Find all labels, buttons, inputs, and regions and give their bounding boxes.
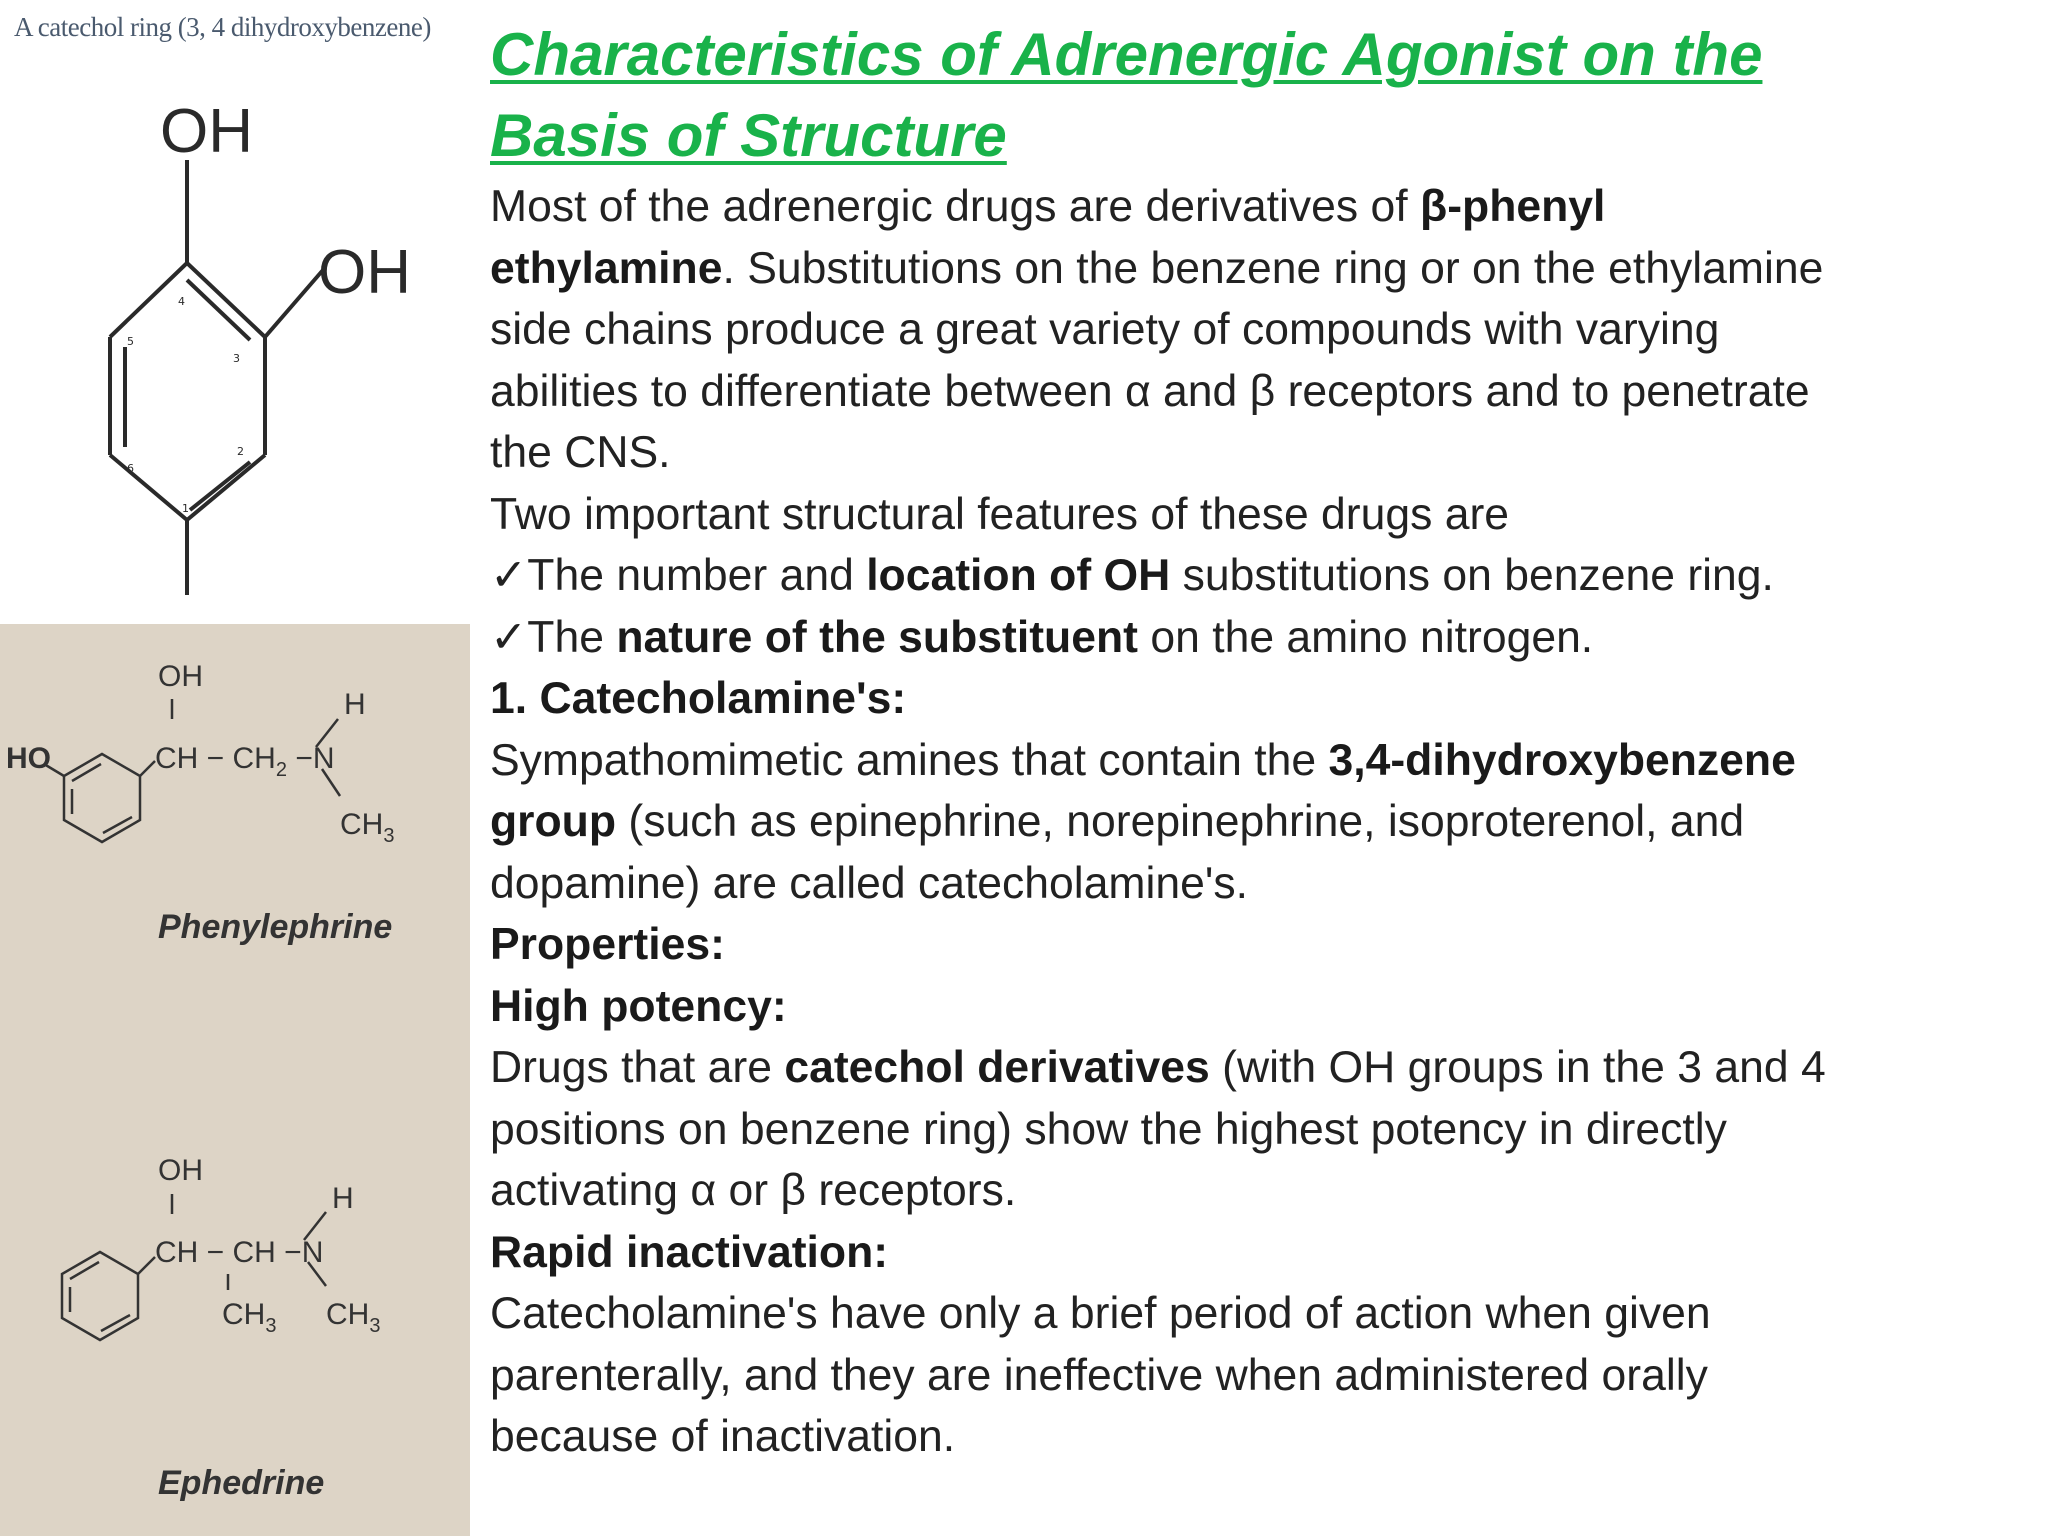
inactivation-line-3: because of inactivation. bbox=[490, 1412, 956, 1461]
ephedrine-oh: OH bbox=[158, 1154, 203, 1187]
phenylephrine-ch3: $CH_3$ bbox=[340, 808, 395, 847]
phenylephrine-name: Phenylephrine bbox=[158, 908, 393, 946]
slide-content bbox=[490, 14, 2035, 1468]
high-potency-heading: High potency: bbox=[490, 981, 787, 1031]
ephedrine-name: Ephedrine bbox=[158, 1464, 325, 1502]
oh-top-label: OH bbox=[160, 97, 253, 166]
feature-bullet-2: ✓The nature of the substituent on the amino nitrogen. bbox=[490, 612, 1594, 662]
ephedrine-structure bbox=[0, 1124, 470, 1524]
phenylephrine-structure bbox=[0, 624, 470, 984]
catechol-caption: A catechol ring (3, 4 dihydroxybenzene) bbox=[14, 12, 431, 42]
position-3: 3 bbox=[233, 352, 240, 365]
rapid-inactivation-heading: Rapid inactivation: bbox=[490, 1227, 889, 1277]
intro-line-1: Most of the adrenergic drugs are derivatives of β-phenyl bbox=[490, 182, 1606, 231]
position-6: 6 bbox=[127, 462, 134, 475]
title-line-1: Characteristics of Adrenergic Agonist on the bbox=[490, 21, 1763, 88]
position-4: 4 bbox=[178, 295, 185, 308]
catecholamines-line-1: Sympathomimetic amines that contain the 3,4-dihydroxybenzene bbox=[490, 735, 1796, 785]
position-1: 1 bbox=[182, 502, 189, 515]
oh-right-label: OH bbox=[318, 238, 411, 307]
inactivation-line-1: Catecholamine's have only a brief period of action when given bbox=[490, 1289, 1711, 1338]
phenylephrine-h: H bbox=[344, 688, 366, 721]
ephedrine-h: H bbox=[332, 1182, 354, 1215]
potency-line-3: activating α or β receptors. bbox=[490, 1166, 1017, 1215]
ephedrine-ch3-left: $CH_3$ bbox=[222, 1298, 277, 1337]
potency-line-1: Drugs that are catechol derivatives (with OH groups in the 3 and 4 bbox=[490, 1043, 1826, 1092]
position-2: 2 bbox=[237, 445, 244, 458]
phenylephrine-ho: HO bbox=[6, 742, 51, 775]
catecholamines-line-3: dopamine) are called catecholamine's. bbox=[490, 858, 1248, 908]
potency-line-2: positions on benzene ring) show the highest potency in directly bbox=[490, 1104, 1727, 1154]
catecholamines-heading: 1. Catecholamine's: bbox=[490, 674, 907, 723]
position-5: 5 bbox=[127, 335, 134, 348]
ephedrine-chain: CH − CH −N bbox=[155, 1236, 324, 1269]
phenylephrine-chain: CH − $CH_2 -N$ bbox=[155, 742, 335, 781]
intro-line-5: the CNS. bbox=[490, 428, 671, 477]
structures-panel bbox=[0, 624, 470, 1536]
intro-line-3: side chains produce a great variety of compounds with varying bbox=[490, 305, 1720, 354]
slide-title bbox=[490, 14, 2035, 176]
intro-line-4: abilities to differentiate between α and β receptors and to penetrate bbox=[490, 366, 1810, 416]
properties-heading: Properties: bbox=[490, 920, 725, 969]
catechol-figure-panel bbox=[0, 0, 470, 624]
phenylephrine-oh: OH bbox=[158, 660, 203, 693]
ephedrine-ch3-right: $CH_3$ bbox=[326, 1298, 381, 1337]
features-intro: Two important structural features of these drugs are bbox=[490, 489, 1510, 539]
intro-line-2: ethylamine. Substitutions on the benzene ring or on the ethylamine bbox=[490, 243, 1824, 293]
catechol-ring-structure bbox=[0, 0, 470, 624]
catecholamines-line-2: group (such as epinephrine, norepinephrine, isoproterenol, and bbox=[490, 797, 1745, 846]
inactivation-line-2: parenterally, and they are ineffective when administered orally bbox=[490, 1350, 1708, 1400]
slide-body bbox=[490, 176, 2035, 1468]
title-line-2: Basis of Structure bbox=[490, 102, 1007, 169]
feature-bullet-1: ✓The number and location of OH substitutions on benzene ring. bbox=[490, 551, 1774, 600]
